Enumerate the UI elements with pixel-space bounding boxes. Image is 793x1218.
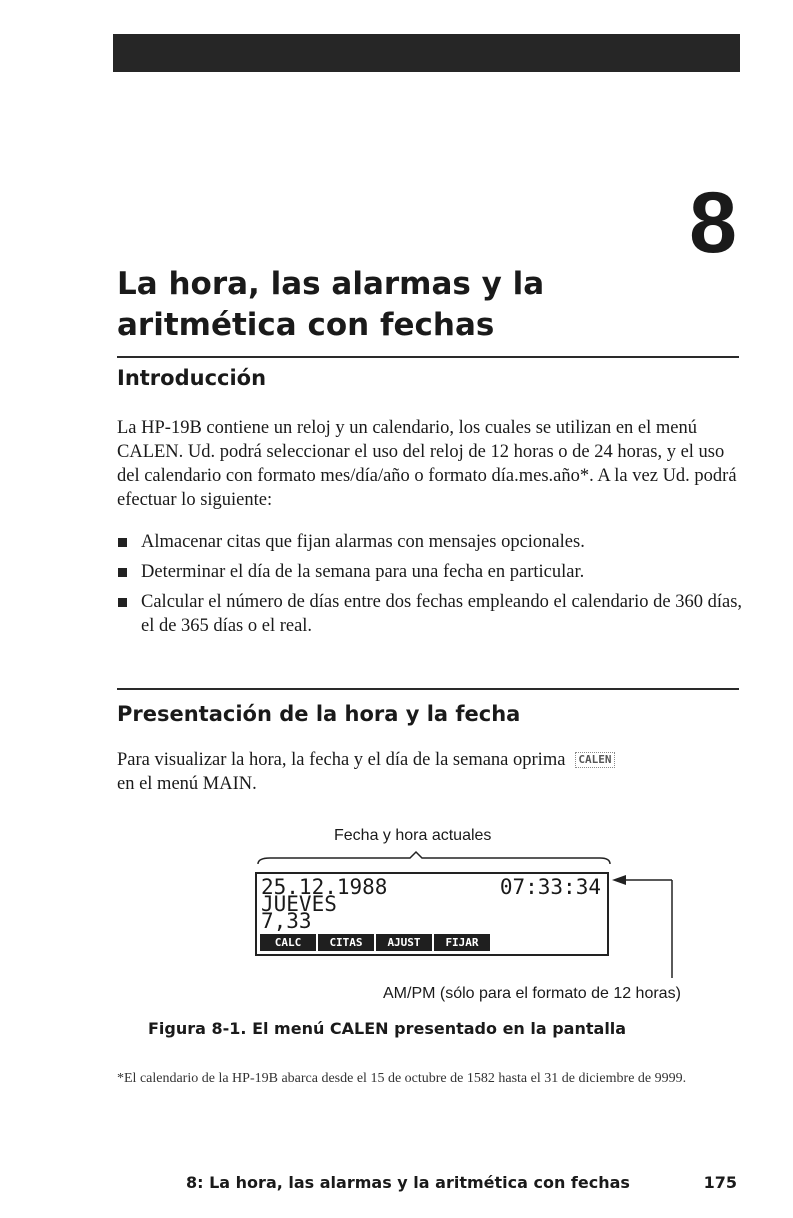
presentation-text: Para visualizar la hora, la fecha y el día de la semana oprima bbox=[117, 750, 566, 770]
arrow-left-icon bbox=[612, 875, 626, 885]
list-item-text: Calcular el número de días entre dos fechas empleando el calendario de 360 días, el de 365 días o el real. bbox=[141, 592, 743, 636]
menu-key-citas: CITAS bbox=[318, 934, 374, 951]
figure-caption-current-datetime: Fecha y hora actuales bbox=[334, 827, 492, 844]
chapter-number: 8 bbox=[689, 175, 737, 271]
list-item bbox=[117, 590, 757, 638]
list-item bbox=[117, 560, 757, 584]
section-divider bbox=[117, 356, 739, 358]
list-item-text: Almacenar citas que fijan alarmas con mensajes opcionales. bbox=[141, 532, 585, 552]
display-time: 07:33:34 bbox=[499, 875, 601, 899]
section-heading-presentation: Presentación de la hora y la fecha bbox=[117, 702, 521, 726]
menu-key-fijar: FIJAR bbox=[434, 934, 490, 951]
bullet-square-icon bbox=[118, 568, 127, 577]
section-heading-intro: Introducción bbox=[117, 366, 267, 390]
list-item-text: Determinar el día de la semana para una fecha en particular. bbox=[141, 562, 585, 582]
display-menu-bar bbox=[260, 934, 490, 951]
intro-paragraph: La HP-19B contiene un reloj y un calendario, los cuales se utilizan en el menú CALEN. Ud. podrá seleccionar el uso del reloj de 12 horas o de 24 horas, y el uso del calendario con formato mes/día/año o formato día.mes.año*. A la vez Ud. podrá efectuar lo siguiente: bbox=[117, 418, 737, 510]
menu-key-ajust: AJUST bbox=[376, 934, 432, 951]
bracket-line bbox=[258, 852, 610, 864]
presentation-text-end: en el menú MAIN. bbox=[117, 774, 257, 794]
header-bar bbox=[113, 34, 740, 72]
calculator-display bbox=[255, 872, 609, 956]
chapter-title: La hora, las alarmas y la aritmética con fechas bbox=[117, 266, 545, 343]
bullet-square-icon bbox=[118, 598, 127, 607]
list-item bbox=[117, 530, 757, 554]
presentation-paragraph bbox=[117, 748, 747, 796]
figure-title: Figura 8-1. El menú CALEN presentado en la pantalla bbox=[148, 1019, 627, 1038]
footnote: *El calendario de la HP-19B abarca desde el 15 de octubre de 1582 hasta el 31 de diciembre de 9999. bbox=[117, 1071, 687, 1086]
running-footer: 8: La hora, las alarmas y la aritmética con fechas bbox=[186, 1173, 630, 1192]
display-date: 25.12.1988 bbox=[261, 875, 388, 899]
menu-key-calc: CALC bbox=[260, 934, 316, 951]
calen-key-label: CALEN bbox=[575, 752, 614, 768]
bullet-list bbox=[117, 530, 757, 644]
section-divider bbox=[117, 688, 739, 690]
bullet-square-icon bbox=[118, 538, 127, 547]
display-number: 7,33 bbox=[261, 909, 312, 933]
display-day: JUEVES bbox=[261, 892, 337, 916]
page-number: 175 bbox=[703, 1173, 737, 1192]
figure-caption-ampm: AM/PM (sólo para el formato de 12 horas) bbox=[383, 985, 681, 1002]
